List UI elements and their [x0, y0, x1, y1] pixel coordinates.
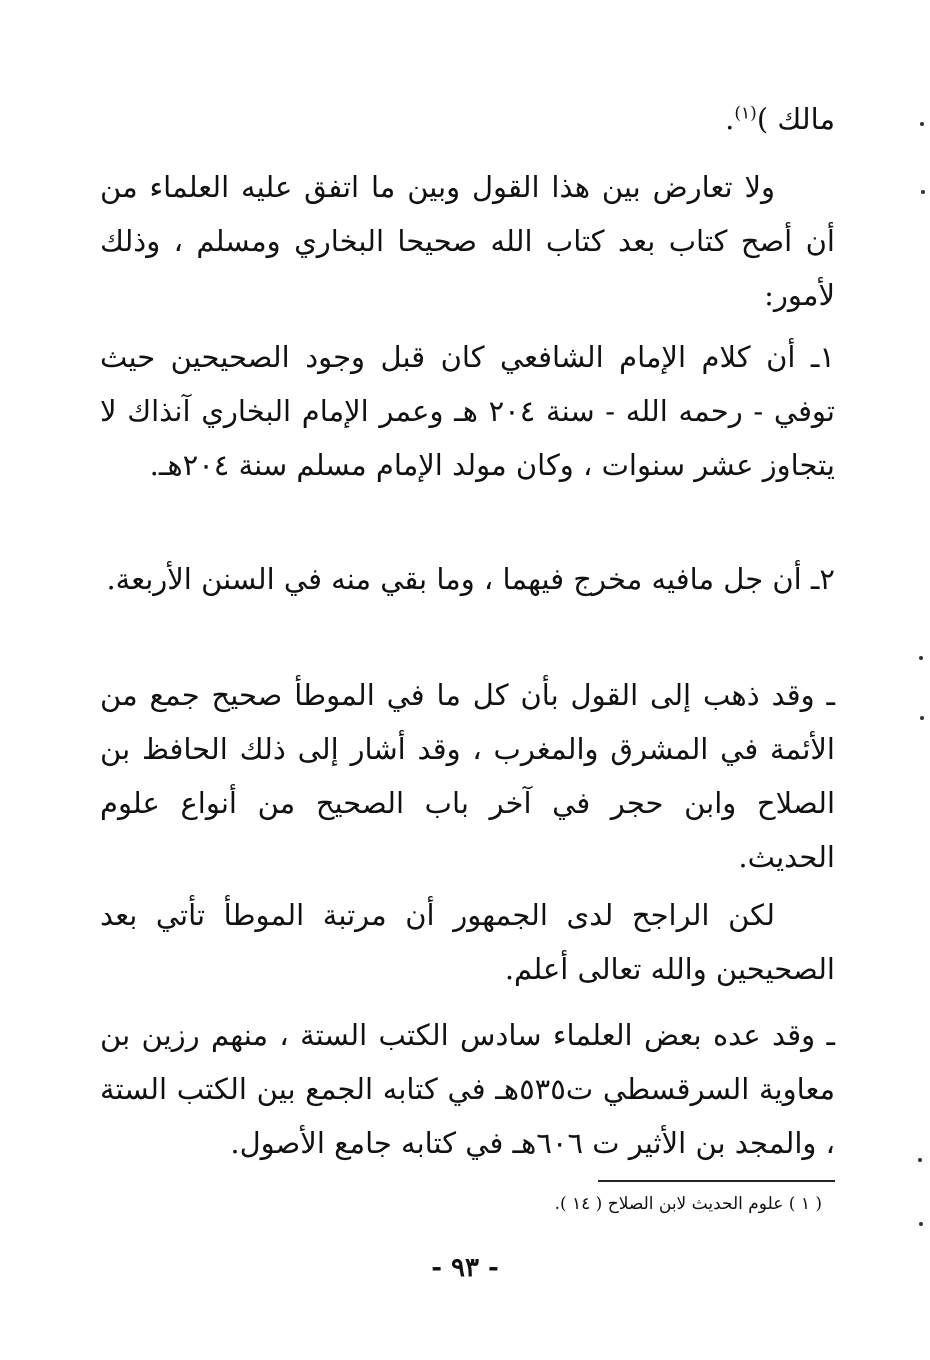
footnote-separator [598, 1180, 835, 1182]
scan-speck [918, 1158, 922, 1162]
text-block-6 [100, 888, 835, 996]
paragraph-sixth-book: ـ وقد عده بعض العلماء سادس الكتب الستة ، منهم رزين بن معاوية السرقسطي ت٥٣٥هـ في كتابه الجمع بين الكتب الستة ، والمجد بن الأثير ت ٦٠٦هـ في كتابه جامع الأصول. [100, 1018, 835, 1160]
scan-speck [921, 190, 925, 194]
scan-speck [919, 1222, 923, 1226]
text-block-4 [100, 552, 835, 606]
text-block-1 [100, 92, 835, 146]
paragraph-muwatta-authentic: ـ وقد ذهب إلى القول بأن كل ما في الموطأ صحيح جمع من الأئمة في المشرق والمغرب ، وقد أشار إلى ذلك الحافظ بن الصلاح وابن حجر في آخر باب الصحيح من أنواع علوم الحديث. [100, 678, 835, 874]
paragraph-reason-one: ١ـ أن كلام الإمام الشافعي كان قبل وجود الصحيحين حيث توفي - رحمه الله - سنة ٢٠٤ هـ وعمر الإمام البخاري آنذاك لا يتجاوز عشر سنوات ، وكان مولد الإمام مسلم سنة ٢٠٤هـ. [100, 340, 835, 482]
text-block-3 [100, 330, 835, 492]
paragraph-reason-two: ٢ـ أن جل مافيه مخرج فيهما ، وما بقي منه في السنن الأربعة. [106, 562, 835, 596]
footnote: ( ١ ) علوم الحديث لابن الصلاح ( ١٤ ). [554, 1194, 822, 1214]
text-block-2 [100, 160, 835, 322]
paragraph-text: مالك ) [756, 102, 835, 136]
paragraph-tail: . [725, 102, 735, 136]
paragraph-no-contradiction: ولا تعارض بين هذا القول وبين ما اتفق عليه العلماء من أن أصح كتاب بعد كتاب الله صحيحا البخاري ومسلم ، وذلك لأمور: [100, 170, 835, 312]
footnote-reference: (١) [734, 103, 757, 124]
scan-speck [920, 716, 924, 720]
scan-speck [920, 122, 924, 126]
paragraph-continuation [100, 92, 835, 146]
text-block-7 [100, 1008, 835, 1170]
scan-speck [919, 656, 923, 660]
paragraph-majority-view: لكن الراجح لدى الجمهور أن مرتبة الموطأ تأتي بعد الصحيحين والله تعالى أعلم. [100, 898, 835, 986]
page-number: - ٩٣ - [431, 1253, 499, 1283]
text-block-5 [100, 668, 835, 884]
